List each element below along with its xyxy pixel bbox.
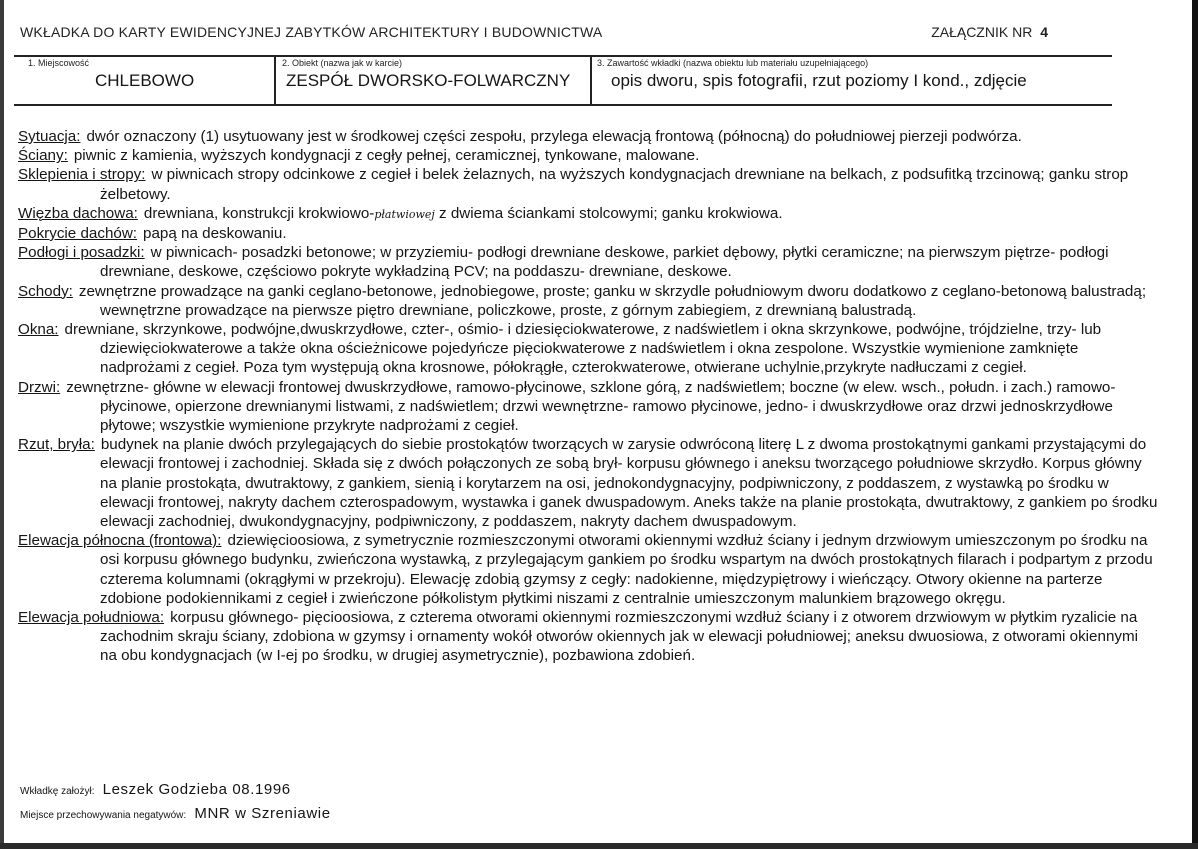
section-label: Okna: [18,321,59,339]
section-text: zewnętrzne prowadzące na ganki ceglano-betonowe, jednobiegowe, proste; ganku w skrzydle południowym dworu dodatkowo z ceglano-betonową balustradą; wewnętrzne prowadzące na pierwsze piętro drewniane, policzkowe, proste, z górnym zabiegiem, z drewnianą balustradą. [78,282,1147,319]
header-table-top-rule [14,55,1112,57]
section-wiezba [18,204,1158,224]
section-text: budynek na planie dwóch przylegających do siebie prostokątów tworzących w zarysie odwróconą literę L z dwoma prostokątnymi gankami przystającymi do elewacji frontowej i zachodniej. Składa się z dwóch połączonych ze sobą brył- korpusu głównego i aneksu tworzącego południowe skrzydło. Korpus główny na planie prostokąta, dwutraktowy, z gankiem, sienią i korytarzem na osi, jednokondygnacyjny, podpiwniczony, z poddaszem, z wystawką po środku w elewacji frontowej, nakryty dachem czterospadowym, wystawka i ganek dwuspadowym. Aneks także na planie prostokąta, dwutraktowy, z gankiem po środku elewacji zachodniej, dwukondygnacyjny, podpiwniczony, z poddaszem, nakryty dachem dwuspadowym. [100,436,1158,531]
section-podlogi [18,243,1158,281]
section-label: Więzba dachowa: [18,204,138,222]
section-label: Rzut, bryła: [18,436,95,454]
section-label: Podłogi i posadzki: [18,244,145,262]
footer-author [20,781,291,798]
section-label: Sklepienia i stropy: [18,166,146,184]
section-text: w piwnicach- posadzki betonowe; w przyziemiu- podłogi drewniane deskowe, parkiet dębowy, płytki ceramiczne; na pierwszym piętrze- podłogi drewniane, deskowe, częściowo pokryte wykładziną PCV; na poddaszu- drewniane, deskowe. [100,244,1109,281]
section-label: Schody: [18,282,73,300]
attachment-value: 4 [1040,24,1048,40]
section-pokrycie [18,224,1158,243]
attachment-number [931,24,1048,40]
section-sciany [18,146,1158,165]
header-table-divider-2 [590,56,592,105]
attachment-label: ZAŁĄCZNIK NR [931,24,1033,40]
section-text: drewniana, konstrukcji krokwiowo- [143,204,375,222]
section-label: Elewacja południowa: [18,609,165,627]
field-object-label: 2. Obiekt (nazwa jak w karcie) [282,58,403,68]
section-text: korpusu głównego- pięcioosiowa, z czterema otworami okiennymi rozmieszczonymi wzdłuż ściany i z otworem drzwiowym w płytkim ryzalicie na zachodnim skraju ściany, zdobiona w gzymsy i ornamenty wokół otworów okiennych jak w elewacji południowej; aneksu dwuosiowa, z otworami okiennymi na obu kondygnacjach (w I-ej po środku, w drugiej asymetrycznie), pozbawiona zdobień. [100,609,1139,665]
description-body [18,127,1158,666]
handwritten-insert: płatwiowej [374,207,435,221]
section-text: drewniane, skrzynkowe, podwójne,dwuskrzydłowe, czter-, ośmio- i dziesięciokwaterowe, z nadświetlem i okna skrzynkowe, podwójne, trójdzielne, trzy- lub dziewięciokwaterowe a także okna ościeżnicowe pojedyńcze pięciokwaterowe z nadświetlem i okna zespolone. Wszystkie wymienione zamknięte nadprożami z cegieł. Poza tym występują okna krosnowe, półokrągłe, czterokwaterowe, otwierane uchylnie,przykryte nadłuczami z cegieł. [64,321,1102,377]
scan-edge-right [1192,0,1198,849]
header-table-divider-1 [274,56,276,105]
field-locality-value: CHLEBOWO [95,71,195,90]
form-title: WKŁADKA DO KARTY EWIDENCYJNEJ ZABYTKÓW ARCHITEKTURY I BUDOWNICTWA [20,24,603,40]
storage-label: Miejsce przechowywania negatywów: [20,810,187,821]
section-label: Pokrycie dachów: [18,225,138,243]
header-table-bottom-rule [14,104,1112,106]
scan-edge-left [0,0,4,849]
scan-edge-bottom [0,843,1198,849]
field-contents-label: 3. Zawartość wkładki (nazwa obiektu lub materiału uzupełniającego) [597,58,869,68]
section-rzut [18,435,1158,531]
section-sklepienia [18,165,1158,203]
storage-value: MNR w Szreniawie [194,805,331,822]
section-elewacja-polnocna [18,531,1158,608]
footer-storage [20,805,331,822]
author-value: Leszek Godzieba 08.1996 [102,781,291,798]
section-elewacja-poludniowa [18,608,1158,666]
section-okna [18,320,1158,378]
section-text: zewnętrzne- główne w elewacji frontowej dwuskrzydłowe, ramowo-płycinowe, szklone górą, z nadświetlem; boczne (w elew. wsch., połudn. i zach.) ramowo-płycinowe, opierzone drewnianymi listwami, z nadświetlem; drzwi wewnętrzne- ramowo płycinowe, jedno- i dwuskrzydłowe oraz drzwi jednoskrzydłowe płytowe; wszystkie wymienione przykryte nadprożami z cegieł. [66,378,1116,435]
section-label: Elewacja północna (frontowa): [18,532,222,550]
section-text: w piwnicach stropy odcinkowe z cegieł i belek żelaznych, na wyższych kondygnacjach drewniane na belkach, z podsufitką trzcinową; ganku strop żelbetowy. [100,166,1129,203]
field-object-value: ZESPÓŁ DWORSKO-FOLWARCZNY [286,71,571,90]
field-contents-value: opis dworu, spis fotografii, rzut poziomy I kond., zdjęcie [611,71,1027,90]
section-text: dziewięcioosiowa, z symetrycznie rozmieszczonymi otworami okiennymi wzdłuż ściany i jednym drzwiowym umieszczonym po środku na osi korpusu głównego budynku, zwieńczona wystawką, z przylegającym gankiem po środku wspartym na dwóch prostokątnych filarach i podpartym z przodu czterema kolumnami (okrągłymi w przekroju). Elewację zdobią gzymsy z cegły: nadokienne, międzypiętrowy i wieńczący. Otwory okienne na parterze zdobione podokiennikami z cegieł i zwieńczone półkolistym płytkimi niszami z centralnie umieszczonym malunkiem brązowego okręgu. [100,532,1153,607]
section-drzwi [18,378,1158,436]
section-text-cont: z dwiema ściankami stolcowymi; ganku krokwiowa. [439,204,783,222]
author-label: Wkładkę założył: [20,786,95,797]
section-label: Drzwi: [18,378,61,396]
field-locality-label: 1. Miejscowość [28,58,90,68]
section-sytuacja [18,127,1158,146]
section-text: papą na deskowaniu. [143,225,287,243]
section-schody [18,282,1158,320]
section-text: dwór oznaczony (1) usytuowany jest w środkowej części zespołu, przylega elewacją frontową (północną) do południowej pierzeji podwórza. [86,128,1022,145]
section-label: Sytuacja: [18,128,81,145]
section-text: piwnic z kamienia, wyższych kondygnacji z cegły pełnej, ceramicznej, tynkowane, malowane. [73,147,700,165]
section-label: Ściany: [18,147,68,165]
